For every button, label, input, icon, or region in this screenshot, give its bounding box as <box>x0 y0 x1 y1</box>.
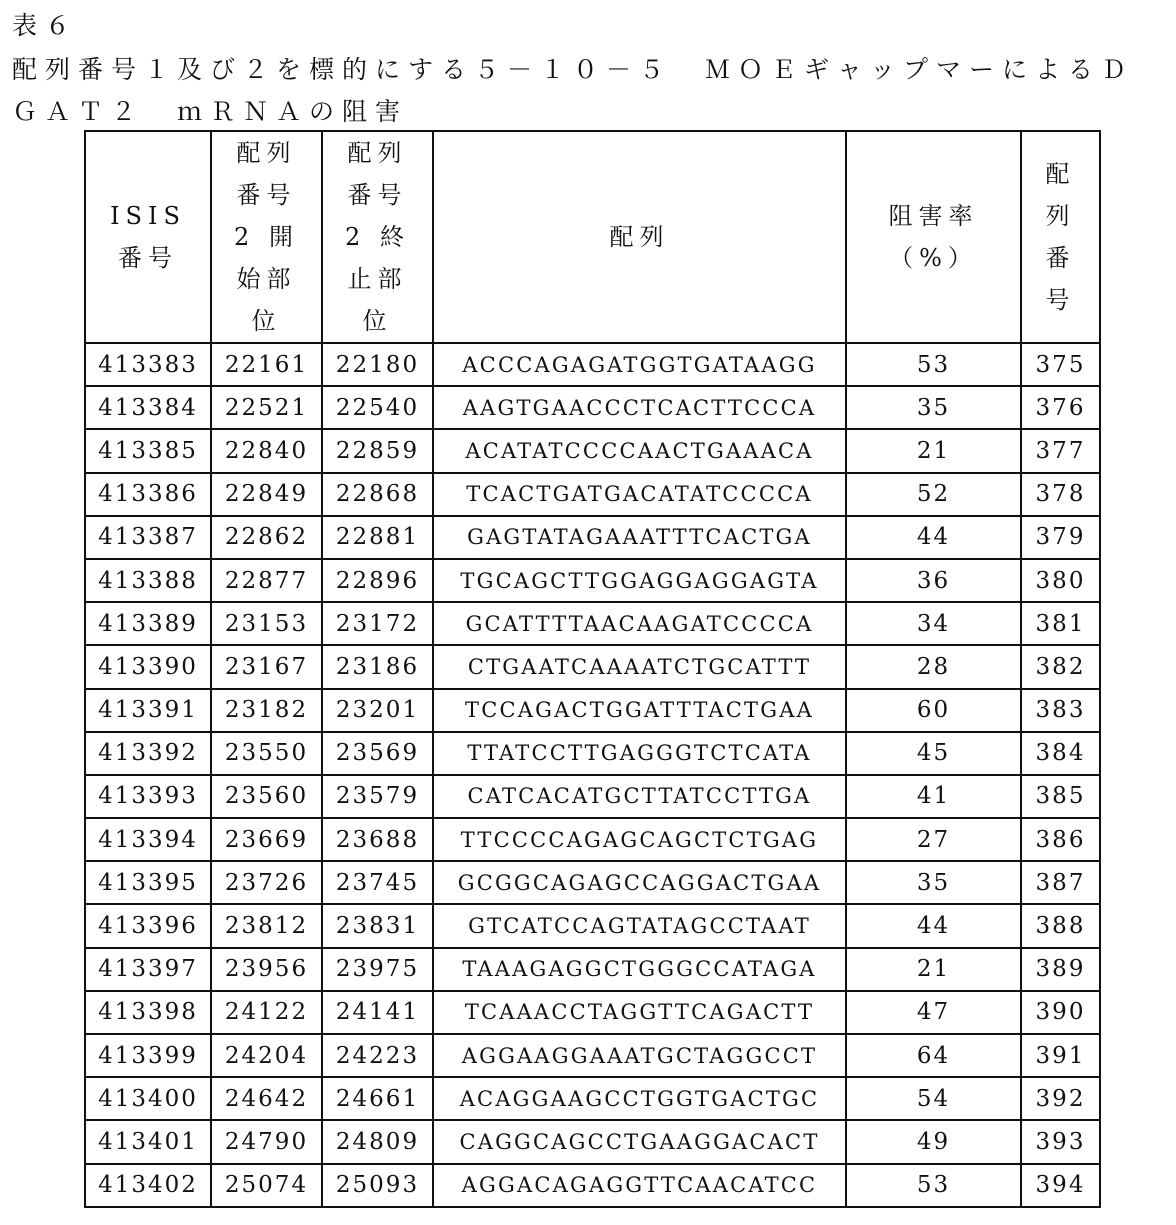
cell-stop-site: 23745 <box>322 861 433 904</box>
cell-isis-number: 413388 <box>85 559 211 602</box>
cell-seq-id-no: 393 <box>1021 1120 1100 1163</box>
cell-seq-id-no: 384 <box>1021 732 1100 775</box>
cell-sequence: TGCAGCTTGGAGGAGGAGTA <box>433 559 846 602</box>
header-isis-number <box>85 131 211 343</box>
cell-sequence: GCATTTTAACAAGATCCCCA <box>433 602 846 645</box>
table-row <box>85 343 1100 386</box>
cell-stop-site: 22881 <box>322 516 433 559</box>
cell-start-site: 23167 <box>211 645 322 688</box>
cell-start-site: 23560 <box>211 775 322 818</box>
table-title-line-1: 配列番号１及び２を標的にする５－１０－５ ＭＯＥギャップマーによるＤ <box>12 50 1176 86</box>
inhibition-table <box>84 130 1101 1208</box>
cell-inhibition-percent: 44 <box>846 904 1021 947</box>
cell-start-site: 23726 <box>211 861 322 904</box>
cell-sequence: TTATCCTTGAGGGTCTCATA <box>433 732 846 775</box>
cell-isis-number: 413399 <box>85 1034 211 1077</box>
header-sequence <box>433 131 846 343</box>
table-row <box>85 1164 1100 1207</box>
cell-isis-number: 413385 <box>85 429 211 472</box>
cell-seq-id-no: 385 <box>1021 775 1100 818</box>
cell-sequence: GTCATCCAGTATAGCCTAAT <box>433 904 846 947</box>
cell-inhibition-percent: 52 <box>846 473 1021 516</box>
cell-seq-id-no: 381 <box>1021 602 1100 645</box>
cell-sequence: ACAGGAAGCCTGGTGACTGC <box>433 1077 846 1120</box>
cell-inhibition-percent: 27 <box>846 818 1021 861</box>
cell-isis-number: 413402 <box>85 1164 211 1207</box>
cell-isis-number: 413389 <box>85 602 211 645</box>
header-start-site <box>211 131 322 343</box>
cell-stop-site: 24223 <box>322 1034 433 1077</box>
cell-inhibition-percent: 21 <box>846 948 1021 991</box>
cell-seq-id-no: 392 <box>1021 1077 1100 1120</box>
cell-inhibition-percent: 47 <box>846 991 1021 1034</box>
cell-sequence: TTCCCCAGAGCAGCTCTGAG <box>433 818 846 861</box>
cell-sequence: TAAAGAGGCTGGGCCATAGA <box>433 948 846 991</box>
cell-seq-id-no: 380 <box>1021 559 1100 602</box>
table-row <box>85 516 1100 559</box>
cell-isis-number: 413401 <box>85 1120 211 1163</box>
header-line: 始部 <box>212 258 321 300</box>
table-row <box>85 1077 1100 1120</box>
cell-inhibition-percent: 36 <box>846 559 1021 602</box>
cell-sequence: ACATATCCCCAACTGAAACA <box>433 429 846 472</box>
header-line: 配 <box>1022 153 1099 195</box>
cell-isis-number: 413395 <box>85 861 211 904</box>
cell-stop-site: 23172 <box>322 602 433 645</box>
cell-inhibition-percent: 49 <box>846 1120 1021 1163</box>
table-row <box>85 473 1100 516</box>
cell-seq-id-no: 377 <box>1021 429 1100 472</box>
cell-stop-site: 22540 <box>322 386 433 429</box>
cell-isis-number: 413396 <box>85 904 211 947</box>
table-title-line-2: ＧＡＴ２ ｍＲＮＡの阻害 <box>12 92 408 128</box>
cell-sequence: TCAAACCTAGGTTCAGACTT <box>433 991 846 1034</box>
cell-seq-id-no: 379 <box>1021 516 1100 559</box>
header-line: 号 <box>1022 279 1099 321</box>
cell-stop-site: 22868 <box>322 473 433 516</box>
cell-stop-site: 23831 <box>322 904 433 947</box>
cell-isis-number: 413398 <box>85 991 211 1034</box>
cell-seq-id-no: 382 <box>1021 645 1100 688</box>
cell-seq-id-no: 389 <box>1021 948 1100 991</box>
cell-start-site: 25074 <box>211 1164 322 1207</box>
cell-sequence: CATCACATGCTTATCCTTGA <box>433 775 846 818</box>
header-line: （%） <box>847 237 1020 279</box>
header-line: 配列 <box>212 132 321 174</box>
table-row <box>85 775 1100 818</box>
header-line: 番号 <box>212 174 321 216</box>
table-row <box>85 1034 1100 1077</box>
cell-isis-number: 413387 <box>85 516 211 559</box>
cell-start-site: 24122 <box>211 991 322 1034</box>
cell-inhibition-percent: 41 <box>846 775 1021 818</box>
header-line: 列 <box>1022 195 1099 237</box>
cell-sequence: CAGGCAGCCTGAAGGACACT <box>433 1120 846 1163</box>
cell-seq-id-no: 376 <box>1021 386 1100 429</box>
table-row <box>85 386 1100 429</box>
header-line: 2 開 <box>212 216 321 258</box>
cell-isis-number: 413394 <box>85 818 211 861</box>
cell-isis-number: 413400 <box>85 1077 211 1120</box>
cell-inhibition-percent: 21 <box>846 429 1021 472</box>
cell-isis-number: 413397 <box>85 948 211 991</box>
header-stop-site <box>322 131 433 343</box>
cell-start-site: 22161 <box>211 343 322 386</box>
cell-sequence: GCGGCAGAGCCAGGACTGAA <box>433 861 846 904</box>
cell-seq-id-no: 375 <box>1021 343 1100 386</box>
table-row <box>85 732 1100 775</box>
cell-isis-number: 413390 <box>85 645 211 688</box>
table-row <box>85 645 1100 688</box>
cell-inhibition-percent: 35 <box>846 861 1021 904</box>
cell-seq-id-no: 391 <box>1021 1034 1100 1077</box>
cell-start-site: 24790 <box>211 1120 322 1163</box>
cell-start-site: 24642 <box>211 1077 322 1120</box>
cell-seq-id-no: 387 <box>1021 861 1100 904</box>
header-line: 番 <box>1022 237 1099 279</box>
cell-inhibition-percent: 34 <box>846 602 1021 645</box>
cell-stop-site: 23201 <box>322 689 433 732</box>
cell-isis-number: 413384 <box>85 386 211 429</box>
table-row <box>85 818 1100 861</box>
cell-seq-id-no: 383 <box>1021 689 1100 732</box>
cell-isis-number: 413392 <box>85 732 211 775</box>
cell-seq-id-no: 378 <box>1021 473 1100 516</box>
cell-stop-site: 23579 <box>322 775 433 818</box>
header-line: 番号 <box>86 237 210 279</box>
cell-inhibition-percent: 44 <box>846 516 1021 559</box>
cell-stop-site: 22180 <box>322 343 433 386</box>
cell-start-site: 22849 <box>211 473 322 516</box>
cell-isis-number: 413391 <box>85 689 211 732</box>
cell-seq-id-no: 390 <box>1021 991 1100 1034</box>
table-row <box>85 991 1100 1034</box>
table-row <box>85 602 1100 645</box>
header-line: 位 <box>212 300 321 342</box>
table-row <box>85 948 1100 991</box>
cell-isis-number: 413393 <box>85 775 211 818</box>
cell-sequence: CTGAATCAAAATCTGCATTT <box>433 645 846 688</box>
cell-start-site: 23182 <box>211 689 322 732</box>
table-row <box>85 861 1100 904</box>
cell-start-site: 24204 <box>211 1034 322 1077</box>
cell-start-site: 23956 <box>211 948 322 991</box>
cell-inhibition-percent: 53 <box>846 343 1021 386</box>
cell-inhibition-percent: 54 <box>846 1077 1021 1120</box>
cell-stop-site: 22896 <box>322 559 433 602</box>
table-header-row <box>85 131 1100 343</box>
header-line: 阻害率 <box>847 195 1020 237</box>
cell-start-site: 23550 <box>211 732 322 775</box>
cell-stop-site: 23975 <box>322 948 433 991</box>
header-line: 2 終 <box>323 216 432 258</box>
cell-start-site: 23669 <box>211 818 322 861</box>
header-inhibition-percent <box>846 131 1021 343</box>
cell-start-site: 22862 <box>211 516 322 559</box>
cell-sequence: AAGTGAACCCTCACTTCCCA <box>433 386 846 429</box>
table-row <box>85 559 1100 602</box>
cell-stop-site: 24141 <box>322 991 433 1034</box>
cell-seq-id-no: 394 <box>1021 1164 1100 1207</box>
cell-sequence: AGGACAGAGGTTCAACATCC <box>433 1164 846 1207</box>
cell-start-site: 22877 <box>211 559 322 602</box>
cell-sequence: GAGTATAGAAATTTCACTGA <box>433 516 846 559</box>
header-line: ISIS <box>86 195 210 237</box>
cell-stop-site: 23569 <box>322 732 433 775</box>
cell-seq-id-no: 388 <box>1021 904 1100 947</box>
cell-sequence: ACCCAGAGATGGTGATAAGG <box>433 343 846 386</box>
header-line: 配列 <box>434 216 845 258</box>
cell-start-site: 23153 <box>211 602 322 645</box>
cell-stop-site: 23688 <box>322 818 433 861</box>
cell-stop-site: 24809 <box>322 1120 433 1163</box>
cell-inhibition-percent: 53 <box>846 1164 1021 1207</box>
table-row <box>85 429 1100 472</box>
cell-start-site: 22521 <box>211 386 322 429</box>
table-row <box>85 689 1100 732</box>
cell-inhibition-percent: 45 <box>846 732 1021 775</box>
cell-sequence: TCCAGACTGGATTTACTGAA <box>433 689 846 732</box>
header-line: 止部 <box>323 258 432 300</box>
cell-inhibition-percent: 64 <box>846 1034 1021 1077</box>
cell-stop-site: 22859 <box>322 429 433 472</box>
cell-inhibition-percent: 28 <box>846 645 1021 688</box>
cell-stop-site: 25093 <box>322 1164 433 1207</box>
cell-seq-id-no: 386 <box>1021 818 1100 861</box>
table-row <box>85 1120 1100 1163</box>
header-line: 位 <box>323 300 432 342</box>
cell-stop-site: 23186 <box>322 645 433 688</box>
cell-stop-site: 24661 <box>322 1077 433 1120</box>
cell-start-site: 22840 <box>211 429 322 472</box>
header-line: 配列 <box>323 132 432 174</box>
header-seq-id-no <box>1021 131 1100 343</box>
table-label: 表６ <box>12 6 78 42</box>
cell-inhibition-percent: 35 <box>846 386 1021 429</box>
cell-isis-number: 413383 <box>85 343 211 386</box>
cell-sequence: TCACTGATGACATATCCCCA <box>433 473 846 516</box>
header-line: 番号 <box>323 174 432 216</box>
cell-isis-number: 413386 <box>85 473 211 516</box>
cell-start-site: 23812 <box>211 904 322 947</box>
table-row <box>85 904 1100 947</box>
cell-sequence: AGGAAGGAAATGCTAGGCCT <box>433 1034 846 1077</box>
cell-inhibition-percent: 60 <box>846 689 1021 732</box>
